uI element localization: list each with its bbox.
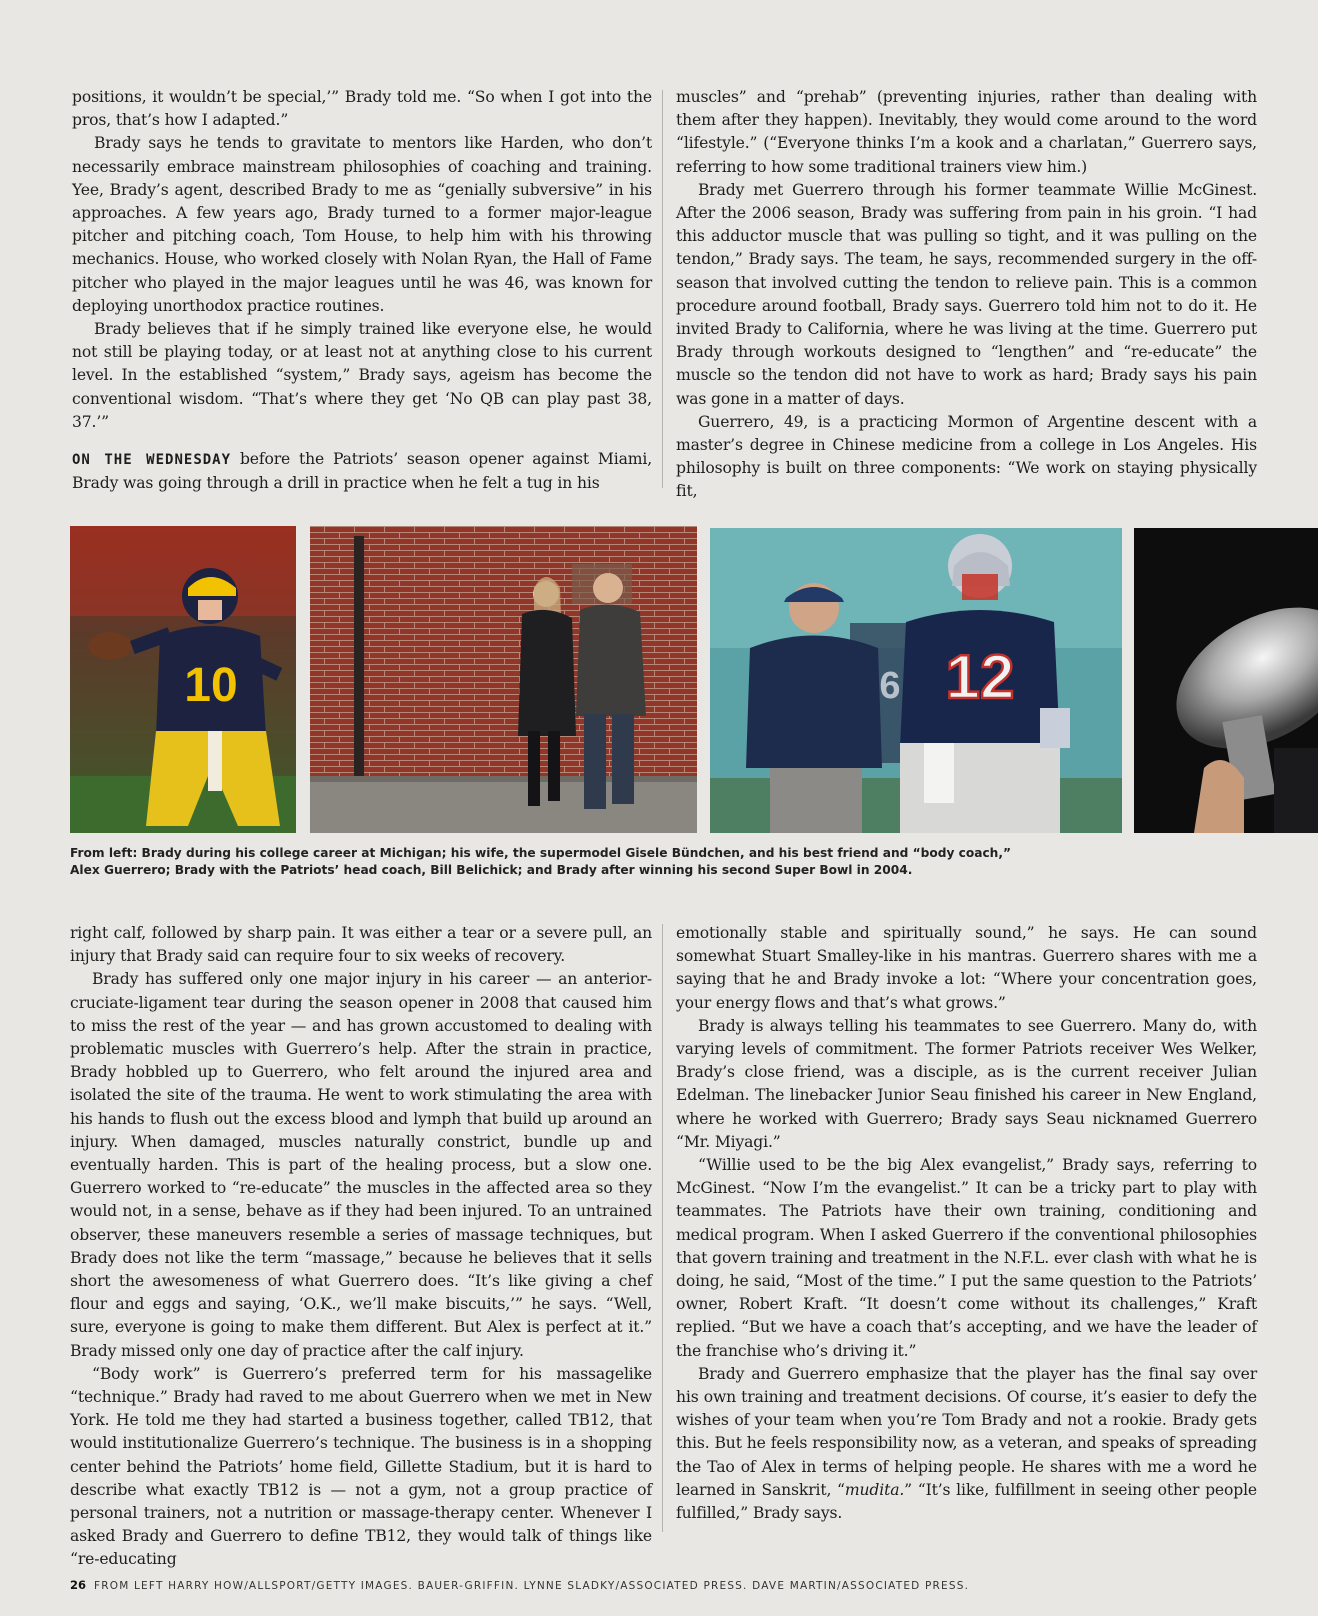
photo-gisele-and-guerrero bbox=[310, 526, 697, 833]
page-footer bbox=[70, 1578, 969, 1592]
paragraph: emotionally stable and spiritually sound,” he says. He can sound somewhat Stuart Smalley-like in his mantras. Guerrero shares with me a saying that he and Brady invoke a lot: “Where your concentration goes, your energy flows and that’s what grows.” bbox=[676, 924, 1257, 1012]
photo-credits: FROM LEFT HARRY HOW/ALLSPORT/GETTY IMAGES. BAUER-GRIFFIN. LYNNE SLADKY/ASSOCIATED PRESS. DAVE MARTIN/ASSOCIATED PRESS. bbox=[94, 1580, 970, 1592]
article-column-top-right bbox=[676, 86, 1257, 504]
paragraph: Brady is always telling his teammates to see Guerrero. Many do, with varying levels of commitment. The former Patriots receiver Wes Welker, Brady’s close friend, was a disciple, as is the current receiver Julian Edelman. The linebacker Junior Seau finished his career in New England, where he worked with Guerrero; Brady says Seau nicknamed Guerrero “Mr. Miyagi.” bbox=[676, 1016, 1257, 1151]
paragraph-text: ” “It’s like, fulfillment in seeing other people fulfilled,” Brady says. bbox=[676, 1480, 1257, 1523]
paragraph: Brady says he tends to gravitate to mentors like Harden, who don’t necessarily embrace mainstream philosophies of coaching and training. Yee, Brady’s agent, described Brady to me as “genially subversive” in his approaches. A few years ago, Brady turned to a former major-league pitcher and pitching coach, Tom House, to help him with his throwing mechanics. House, who worked closely with Nolan Ryan, the Hall of Fame pitcher who played in the major leagues until he was 46, was known for deploying unorthodox practice routines. bbox=[72, 134, 652, 315]
page-number: 26 bbox=[70, 1578, 87, 1592]
paragraph: Brady met Guerrero through his former teammate Willie McGinest. After the 2006 season, Brady was suffering from pain in his groin. “I had this adductor muscle that was pulling so tight, and it was pulling on the tendon,” Brady says. The team, he says, recommended surgery in the off-season that involved cutting the tendon to relieve pain. This is a common procedure around football, Brady says. Guerrero told him not to do it. He invited Brady to California, where he was living at the time. Guerrero put Brady through workouts designed to “lengthen” and “re-educate” the muscle so the tendon did not have to work as hard; Brady says his pain was gone in a matter of days. bbox=[676, 180, 1257, 408]
article-column-top-left bbox=[72, 86, 652, 495]
jersey-number: 12 bbox=[945, 643, 1015, 712]
photo-caption bbox=[70, 845, 1070, 879]
jersey-number: 6 bbox=[879, 665, 901, 707]
paragraph: Guerrero, 49, is a practicing Mormon of Argentine descent with a master’s degree in Chinese medicine from a college in Los Angeles. His philosophy is built on three components: “We work on staying physically fit, bbox=[676, 412, 1257, 501]
paragraph: Brady has suffered only one major injury in his career — an anterior-cruciate-ligament tear during the season opener in 2008 that caused him to miss the rest of the year — and has grown accustomed to dealing with problematic muscles with Guerrero’s help. After the strain in practice, Brady hobbled up to Guerrero, who felt around the injured area and isolated the site of the trauma. He went to work stimulating the area with his hands to flush out the excess blood and lymph that build up around an injury. When damaged, muscles naturally constrict, bundle up and eventually harden. This is part of the healing process, but a slow one. Guerrero worked to “re-educate” the muscles in the affected area so they would not, in a sense, behave as if they had been injured. To an untrained observer, these maneuvers resemble a series of massage techniques, but Brady does not like the term “massage,” because he believes that it sells short the awesomeness of what Guerrero does. “It’s like giving a chef flour and eggs and saying, ‘O.K., we’ll make biscuits,’” he says. “Well, sure, everyone is going to make them different. But Alex is perfect at it.” Brady missed only one day of practice after the calf injury. bbox=[70, 970, 652, 1360]
paragraph: “Body work” is Guerrero’s preferred term for his massagelike “technique.” Brady had raved to me about Guerrero when we met in New York. He told me they had started a business together, called TB12, that would institutionalize Guerrero’s technique. The business is in a shopping center behind the Patriots’ home field, Gillette Stadium, but it is hard to describe what exactly TB12 is — not a gym, not a group practice of personal trainers, not a nutrition or massage-therapy center. Whenever I asked Brady and Guerrero to define TB12, they would talk of things like “re-educating bbox=[70, 1364, 652, 1569]
article-column-bottom-left bbox=[70, 922, 652, 1572]
article-column-bottom-right bbox=[676, 922, 1257, 1525]
paragraph-text: Brady and Guerrero emphasize that the player has the final say over his own training and treatment decisions. Of course, it’s easier to defy the wishes of your team when you’re Tom Brady and not a rookie. Brady gets this. But he feels responsibility now, as a veteran, and speaks of spreading the Tao of Alex in terms of helping people. He shares with me a word he learned in Sanskrit, “ bbox=[676, 1364, 1257, 1499]
photo-brady-michigan bbox=[70, 526, 296, 833]
column-divider bbox=[662, 924, 663, 1532]
paragraph: Brady believes that if he simply trained like everyone else, he would not still be playing today, or at least not at anything close to his current level. In the established “system,” Brady says, ageism has become the conventional wisdom. “That’s where they get ‘No QB can play past 38, 37.’” bbox=[72, 320, 652, 431]
paragraph bbox=[676, 1363, 1257, 1525]
paragraph: muscles” and “prehab” (preventing injuries, rather than dealing with them after they happen). Inevitably, they would come around to the word “lifestyle.” (“Everyone thinks I’m a kook and a charlatan,” Guerrero says, referring to how some traditional trainers view him.) bbox=[676, 88, 1257, 176]
paragraph: positions, it wouldn’t be special,’” Brady told me. “So when I got into the pros, that’s how I adapted.” bbox=[72, 88, 652, 130]
paragraph: right calf, followed by sharp pain. It was either a tear or a severe pull, an injury that Brady said can require four to six weeks of recovery. bbox=[70, 924, 652, 966]
column-divider bbox=[662, 90, 663, 488]
caption-line: Alex Guerrero; Brady with the Patriots’ head coach, Bill Belichick; and Brady after winning his second Super Bowl in 2004. bbox=[70, 863, 913, 877]
section-lead-in: ON THE WEDNESDAY bbox=[72, 452, 232, 469]
jersey-number: 10 bbox=[184, 659, 238, 712]
caption-line: From left: Brady during his college career at Michigan; his wife, the supermodel Gisele Bündchen, and his best friend and “body coach,” bbox=[70, 846, 1011, 860]
section-start-paragraph bbox=[72, 448, 652, 495]
italic-word: mudita. bbox=[844, 1480, 905, 1499]
photo-super-bowl-trophy bbox=[1134, 528, 1318, 833]
paragraph: “Willie used to be the big Alex evangelist,” Brady says, referring to McGinest. “Now I’m the evangelist.” It can be a tricky part to play with teammates. The Patriots have their own training, conditioning and medical program. When I asked Guerrero if the conventional philosophies that govern training and treatment in the N.F.L. ever clash with what he is doing, he said, “Most of the time.” I put the same question to the Patriots’ owner, Robert Kraft. “It doesn’t come without its challenges,” Kraft replied. “But we have a coach that’s accepting, and we have the leader of the franchise who’s driving it.” bbox=[676, 1156, 1257, 1360]
section-text: before the Patriots’ season opener against Miami, Brady was going through a drill in practice when he felt a tug in his bbox=[72, 450, 653, 493]
photo-brady-with-belichick bbox=[710, 528, 1122, 833]
